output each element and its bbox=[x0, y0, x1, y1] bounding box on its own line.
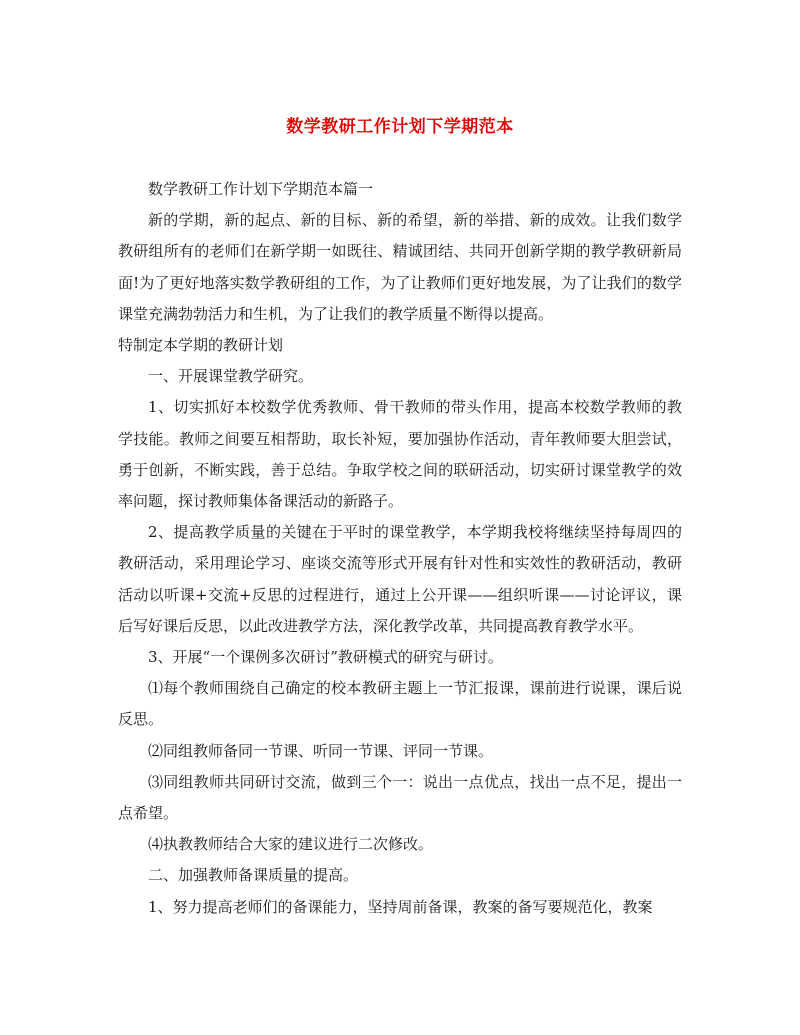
list-item-4: ⑷执教教师结合大家的建议进行二次修改。 bbox=[148, 835, 434, 854]
paragraph-3: 3、开展“一个课例多次研讨”教研模式的研究与研讨。 bbox=[148, 648, 503, 667]
document-body bbox=[118, 174, 682, 923]
section-heading: 数学教研工作计划下学期范本篇一 bbox=[148, 180, 374, 198]
section-heading-1: 一、开展课堂教学研究。 bbox=[148, 367, 314, 386]
document-title: 数学教研工作计划下学期范本 bbox=[286, 117, 514, 137]
paragraph-4: 1、努力提高老师们的备课能力，坚持周前备课，教案的备写要规范化，教案 bbox=[148, 897, 653, 916]
list-item-3: ⑶同组教师共同研讨交流，做到三个一：说出一点优点，找出一点不足，提出一点希望。 bbox=[118, 772, 682, 823]
intro-paragraph: 新的学期，新的起点、新的目标、新的希望，新的举措、新的成效。让我们数学教研组所有的老师们在新学期一如既往、精诚团结、共同开创新学期的教学教研新局面!为了更好地落实数学教研组的工作，为了让教师们更好地发展，为了让我们的数学课堂充满勃勃活力和生机，为了让我们的教学质量不断得以提高。 bbox=[118, 211, 682, 323]
paragraph-1: 1、切实抓好本校数学优秀教师、骨干教师的带头作用，提高本校数学教师的教学技能。教师之间要互相帮助，取长补短，要加强协作活动，青年教师要大胆尝试，勇于创新，不断实践，善于总结。争取学校之间的联研活动，切实研讨课堂教学的效率问题，探讨教师集体备课活动的新路子。 bbox=[118, 398, 682, 511]
section-heading-2: 二、加强教师备课质量的提高。 bbox=[148, 866, 359, 885]
intro-paragraph-tail: 特制定本学期的教研计划 bbox=[118, 336, 284, 355]
list-item-1: ⑴每个教师围绕自己确定的校本教研主题上一节汇报课，课前进行说课，课后说反思。 bbox=[118, 679, 682, 729]
list-item-2: ⑵同组教师备同一节课、听同一节课、评同一节课。 bbox=[148, 741, 494, 760]
paragraph-2: 2、提高教学质量的关键在于平时的课堂教学，本学期我校将继续坚持每周四的教研活动，采用理论学习、座谈交流等形式开展有针对性和实效性的教研活动，教研活动以听课+交流+反思的过程进行，通过上公开课——组织听课——讨论评议，课后写好课后反思，以此改进教学方法，深化教学改革，共同提高教育教学水平。 bbox=[118, 523, 682, 635]
